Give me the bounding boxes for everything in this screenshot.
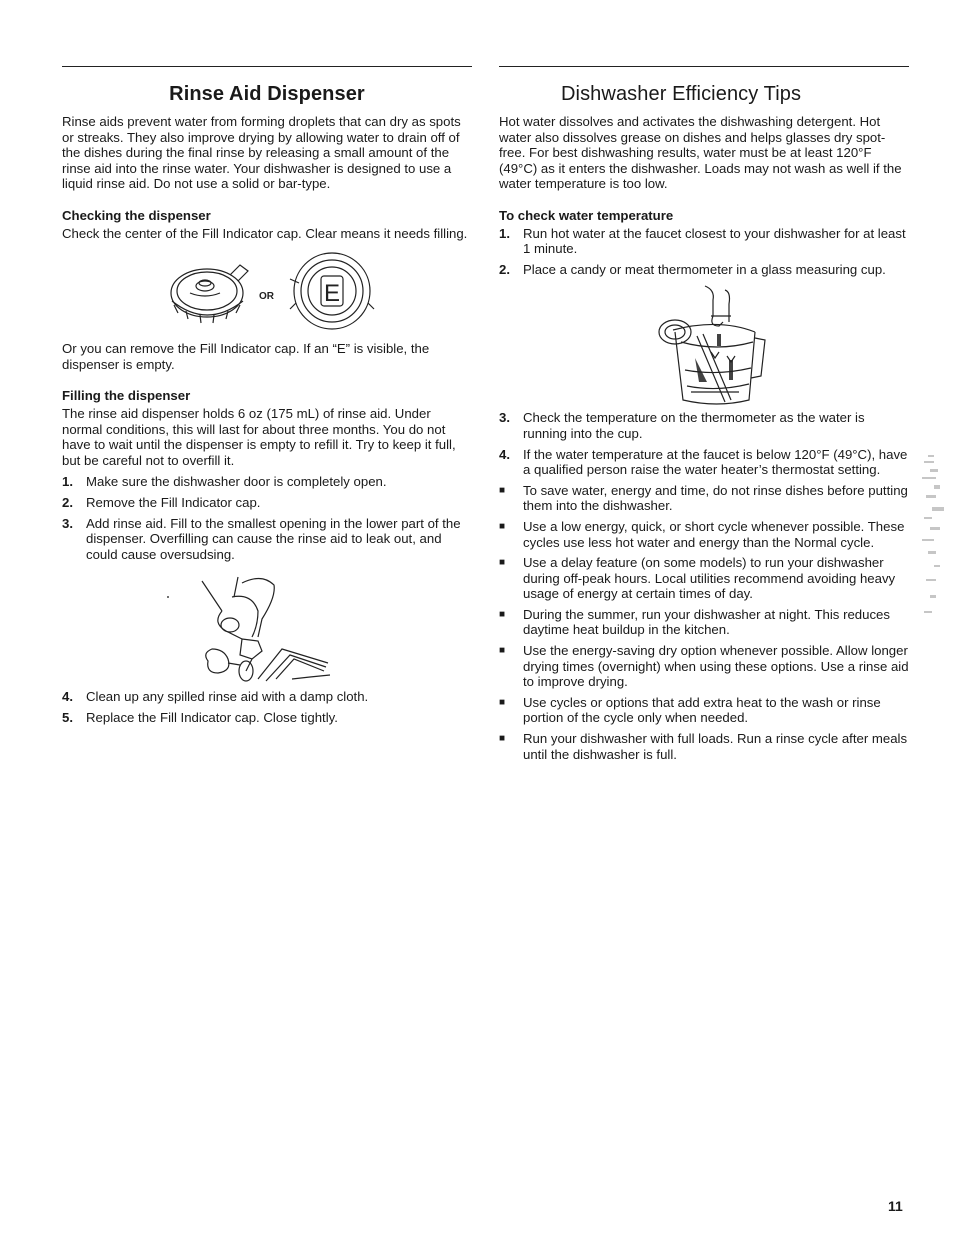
rinse-aid-section — [62, 66, 472, 730]
fill-indicator-figure — [62, 243, 472, 341]
filling-text: The rinse aid dispenser holds 6 oz (175 mL) of rinse aid. Under normal conditions, this will last for about three months. You do not have to wait until the dispenser is empty to refill it. Try to keep it full, but be careful not to overfill it. — [62, 405, 456, 468]
list-item: 1. Make sure the dishwasher door is completely open. — [62, 474, 387, 490]
rinse-aid-intro: Rinse aids prevent water from forming droplets that can dry as spots or streaks. They also improve drying by allowing water to drain off of the dishes during the final rinse by releasing a small amount of the rinse aid into the rinse water. Your dishwasher is designed to use a liquid rinse aid. Do not use a solid or bar-type. — [62, 114, 461, 192]
list-item: ■ Use a low energy, quick, or short cycle whenever possible. These cycles use less hot water and energy than the Normal cycle. — [499, 518, 905, 550]
list-item: 2. Remove the Fill Indicator cap. — [62, 494, 261, 510]
efficiency-intro: Hot water dissolves and activates the dishwashing detergent. Hot water also dissolves grease on dishes and helps glasses dry spot-free. For best dishwashing results, water must be at least 120°F (49°C) as it enters the dishwasher. Loads may not wash as well if the water temperature is too low. — [499, 114, 902, 192]
thermometer-cup-figure — [499, 282, 909, 410]
list-item: ■ Use the energy-saving dry option whenever possible. Allow longer drying times (overnight) when using these options. Use a rinse aid to improve drying. — [499, 643, 909, 690]
filling-steps-continued — [62, 689, 472, 725]
checking-heading: Checking the dispenser — [62, 207, 211, 223]
filling-steps — [62, 474, 472, 562]
list-item: ■ Use cycles or options that add extra heat to the wash or rinse portion of the cycle only when needed. — [499, 694, 881, 726]
check-temp-heading: To check water temperature — [499, 207, 674, 223]
pouring-rinse-aid-figure — [62, 567, 472, 689]
list-item: ■ Run your dishwasher with full loads. Run a rinse cycle after meals until the dishwasher is full. — [499, 731, 908, 762]
check-temp-steps-continued — [499, 410, 909, 477]
list-item: 3. Add rinse aid. Fill to the smallest opening in the lower part of the dispenser. Overfilling can cause the rinse aid to leak out, and could cause oversudsing. — [62, 515, 461, 562]
list-item: ■ Use a delay feature (on some models) to run your dishwasher during off-peak hours. Local utilities recommend avoiding heavy usage of energy at certain times of day. — [499, 555, 896, 602]
figure-or-label: OR — [259, 291, 274, 303]
section-rule — [62, 66, 472, 67]
bullet-icon: ■ — [499, 520, 506, 532]
filling-heading: Filling the dispenser — [62, 388, 191, 404]
fill-indicator-cap-clear — [171, 265, 248, 323]
scan-noise-mark — [918, 455, 948, 625]
efficiency-tips — [499, 483, 909, 763]
bullet-icon: ■ — [499, 557, 506, 569]
list-item: 4. If the water temperature at the faucet is below 120°F (49°C), have a qualified person raise the water heater’s thermostat setting. — [499, 446, 908, 478]
bullet-icon: ■ — [499, 484, 506, 496]
efficiency-title: Dishwasher Efficiency Tips — [561, 83, 802, 105]
figure-e-letter: E — [323, 280, 341, 308]
bullet-icon: ■ — [499, 733, 506, 745]
list-item: ■ During the summer, run your dishwasher at night. This reduces daytime heat buildup in the kitchen. — [499, 606, 890, 638]
page-number: 11 — [888, 1198, 903, 1214]
list-item: ■ To save water, energy and time, do not rinse dishes before putting them into the dishwasher. — [499, 482, 908, 514]
list-item: 2. Place a candy or meat thermometer in a glass measuring cup. — [499, 261, 886, 277]
checking-after: Or you can remove the Fill Indicator cap. If an “E” is visible, the dispenser is empty. — [62, 341, 430, 372]
section-rule — [499, 66, 909, 67]
list-item: 1. Run hot water at the faucet closest to your dishwasher for at least 1 minute. — [499, 225, 906, 257]
bullet-icon: ■ — [499, 696, 506, 708]
rinse-aid-title: Rinse Aid Dispenser — [169, 83, 365, 105]
bullet-icon: ■ — [499, 645, 506, 657]
efficiency-section — [499, 66, 909, 767]
bullet-icon: ■ — [499, 608, 506, 620]
check-temp-steps — [499, 226, 909, 278]
list-item: 4. Clean up any spilled rinse aid with a damp cloth. — [62, 689, 369, 705]
checking-text: Check the center of the Fill Indicator cap. Clear means it needs filling. — [62, 225, 468, 241]
list-item: 3. Check the temperature on the thermometer as the water is running into the cup. — [499, 410, 865, 441]
list-item: 5. Replace the Fill Indicator cap. Close tightly. — [62, 709, 338, 725]
